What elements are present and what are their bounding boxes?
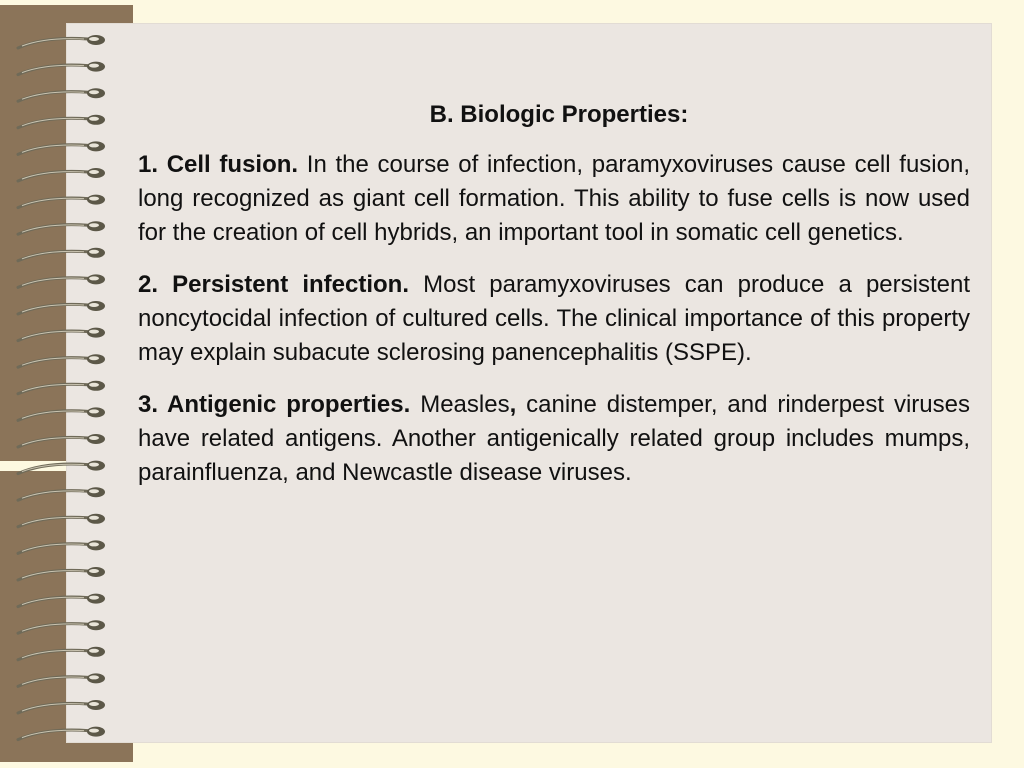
spiral-binding-ring-icon	[18, 727, 105, 740]
paragraph-body: Measles	[410, 391, 510, 418]
spiral-binding-ring-icon	[18, 354, 105, 367]
slide-heading: B. Biologic Properties:	[429, 101, 689, 128]
spiral-binding-ring-icon	[18, 514, 105, 527]
spiral-binding	[0, 0, 120, 768]
spiral-binding-ring-icon	[18, 35, 105, 48]
spiral-binding-ring-icon	[18, 115, 105, 128]
spiral-binding-ring-icon	[18, 381, 105, 394]
spiral-binding-ring-icon	[18, 328, 105, 341]
paragraph-comma: ,	[509, 391, 517, 418]
paragraph-body: In the course of infection, paramyxoviruses cause cell fusion, long recognized as giant cell formation. This ability to fuse cells is now used for the creation of cell hybrids, an important tool in somatic cell genetics.	[138, 151, 970, 246]
paragraph-cell-fusion	[138, 148, 970, 250]
spiral-binding-ring-icon	[18, 88, 105, 101]
spiral-binding-ring-icon	[18, 594, 105, 607]
spiral-binding-ring-icon	[18, 168, 105, 181]
spiral-binding-ring-icon	[18, 195, 105, 208]
spiral-binding-ring-icon	[18, 141, 105, 154]
spiral-binding-ring-icon	[18, 620, 105, 633]
spiral-binding-ring-icon	[18, 647, 105, 660]
spiral-binding-ring-icon	[18, 540, 105, 553]
paragraph-persistent-infection	[138, 268, 970, 370]
spiral-binding-ring-icon	[18, 700, 105, 713]
spiral-binding-ring-icon	[18, 487, 105, 500]
spiral-binding-ring-icon	[18, 567, 105, 580]
paragraph-lead: 2. Persistent infection.	[138, 271, 409, 298]
spiral-binding-ring-icon	[18, 62, 105, 75]
spiral-binding-ring-icon	[18, 673, 105, 686]
paragraph-antigenic-properties	[138, 388, 970, 490]
spiral-binding-ring-icon	[18, 274, 105, 287]
spiral-binding-ring-icon	[18, 248, 105, 261]
paragraph-body: Most paramyxoviruses can produce a persistent noncytocidal infection of cultured cells. The clinical importance of this property may explain subacute sclerosing panencephalitis (SSPE).	[138, 271, 970, 366]
slide-content	[138, 98, 970, 508]
spiral-binding-ring-icon	[18, 221, 105, 234]
paragraph-lead: 1. Cell fusion.	[138, 151, 299, 178]
paragraph-lead: 3. Antigenic properties.	[138, 391, 411, 418]
spiral-binding-ring-icon	[18, 434, 105, 447]
spiral-binding-ring-icon	[18, 461, 105, 474]
spiral-binding-ring-icon	[18, 407, 105, 420]
paragraph-body: canine distemper, and rinderpest viruses have related antigens. Another antigenically related group includes mumps, parainfluenza, and Newcastle disease viruses.	[138, 391, 970, 486]
spiral-binding-ring-icon	[18, 301, 105, 314]
